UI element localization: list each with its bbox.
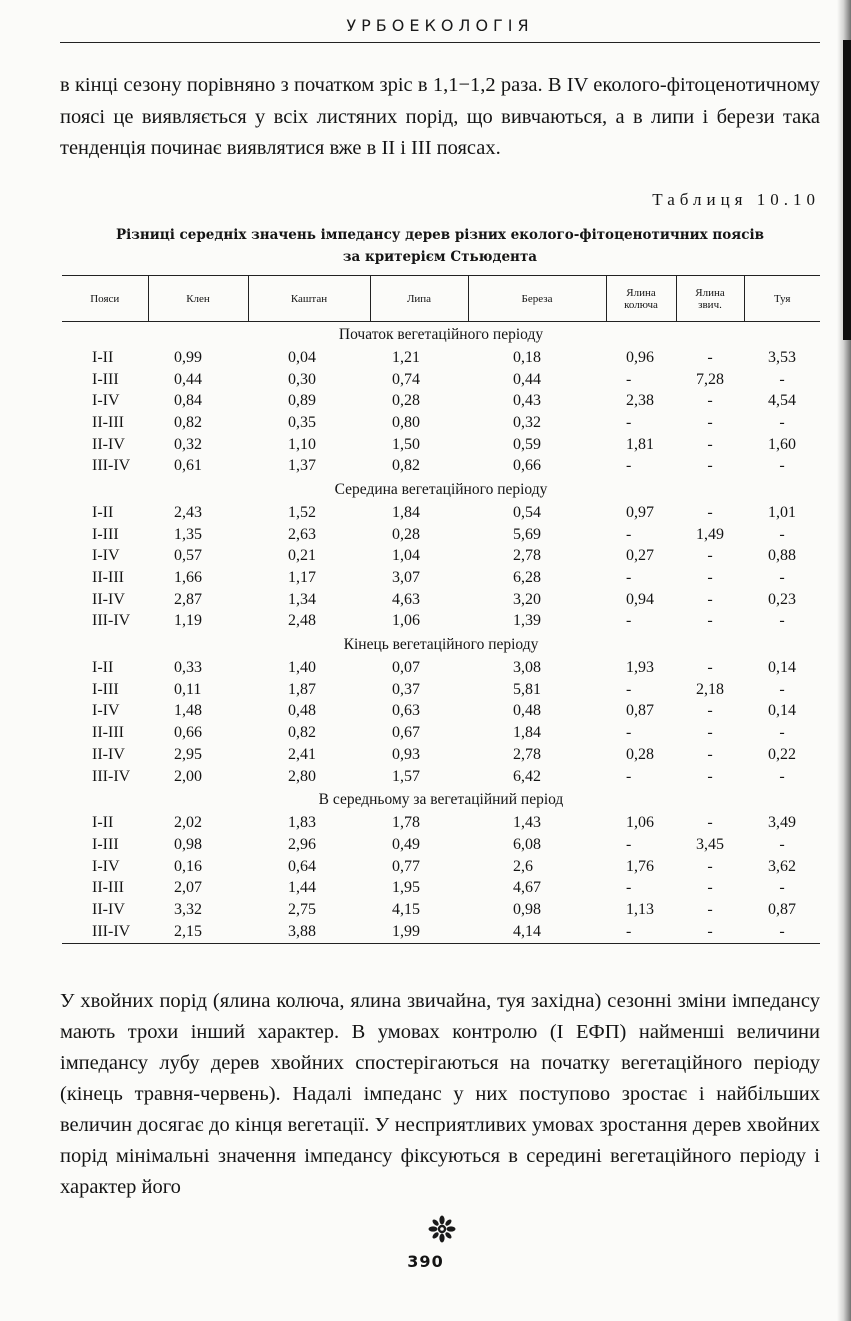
column-header: Клен: [148, 276, 248, 322]
zone-pair-cell: I-II: [92, 814, 114, 832]
chestnut-value-cell: 2,80: [288, 767, 316, 785]
linden-value-cell: 0,82: [392, 457, 420, 475]
birch-value-cell: 2,6: [513, 857, 533, 875]
thuja-value-cell: -: [779, 680, 785, 698]
blue-spruce-value-cell: -: [626, 457, 632, 475]
chestnut-value-cell: 1,87: [288, 680, 316, 698]
thuja-value-cell: 3,53: [768, 348, 796, 366]
linden-value-cell: 4,15: [392, 900, 420, 918]
table-section-row: [62, 632, 820, 657]
linden-value-cell: 1,50: [392, 435, 420, 453]
birch-value-cell: 4,14: [468, 921, 606, 943]
zone-pair-cell: I-III: [92, 835, 119, 853]
norway-spruce-value-cell: -: [707, 724, 713, 742]
norway-spruce-value-cell: 1,49: [696, 525, 724, 543]
maple-value-cell: 0,44: [174, 370, 202, 388]
zone-pair-cell: I-II: [92, 659, 114, 677]
linden-value-cell: 3,07: [392, 569, 420, 587]
chestnut-value-cell: 1,10: [288, 435, 316, 453]
table-row: [62, 701, 820, 723]
blue-spruce-value-cell: 2,38: [626, 392, 654, 410]
birch-value-cell: 4,67: [513, 879, 541, 897]
blue-spruce-value-cell: 0,87: [626, 702, 654, 720]
linden-value-cell: 1,84: [392, 503, 420, 521]
thuja-value-cell: 3,49: [768, 814, 796, 832]
section-title: Середина вегетаційного періоду: [334, 480, 548, 498]
maple-value-cell: 1,19: [174, 612, 202, 630]
zone-pair-cell: II-III: [92, 879, 124, 897]
table-row: [62, 347, 820, 369]
birch-value-cell: 6,08: [513, 835, 541, 853]
section-title: Кінець вегетаційного періоду: [343, 635, 539, 653]
maple-value-cell: 0,57: [174, 547, 202, 565]
column-header: Пояси: [62, 276, 148, 322]
thuja-value-cell: -: [744, 921, 820, 943]
chestnut-value-cell: 0,21: [288, 547, 316, 565]
chestnut-value-cell: 3,88: [248, 921, 370, 943]
zone-pair-cell: II-III: [92, 724, 124, 742]
table-row: [62, 744, 820, 766]
chestnut-value-cell: 0,30: [288, 370, 316, 388]
blue-spruce-value-cell: 1,81: [626, 435, 654, 453]
thuja-value-cell: -: [779, 835, 785, 853]
thumb-index-tab: [843, 40, 851, 340]
maple-value-cell: 3,32: [174, 900, 202, 918]
blue-spruce-value-cell: -: [626, 525, 632, 543]
column-header: Ялина колюча: [606, 276, 676, 322]
birch-value-cell: 6,42: [513, 767, 541, 785]
norway-spruce-value-cell: -: [707, 569, 713, 587]
thuja-value-cell: 0,23: [768, 590, 796, 608]
table-row: [62, 812, 820, 834]
blue-spruce-value-cell: -: [626, 724, 632, 742]
zone-pair-cell: II-IV: [92, 435, 125, 453]
blue-spruce-value-cell: -: [626, 370, 632, 388]
maple-value-cell: 2,15: [148, 921, 248, 943]
birch-value-cell: 0,54: [513, 503, 541, 521]
chestnut-value-cell: 2,41: [288, 745, 316, 763]
thuja-value-cell: -: [779, 767, 785, 785]
table-row: [62, 369, 820, 391]
zone-pair-cell: II-III: [92, 569, 124, 587]
norway-spruce-value-cell: -: [707, 348, 713, 366]
thuja-value-cell: 1,01: [768, 503, 796, 521]
table-row: [62, 524, 820, 546]
floral-ornament-icon: [428, 1215, 456, 1243]
blue-spruce-value-cell: 0,94: [626, 590, 654, 608]
norway-spruce-value-cell: 7,28: [696, 370, 724, 388]
thuja-value-cell: 3,62: [768, 857, 796, 875]
column-header: Липа: [370, 276, 468, 322]
norway-spruce-value-cell: -: [707, 392, 713, 410]
table-row: [62, 434, 820, 456]
linden-value-cell: 0,49: [392, 835, 420, 853]
blue-spruce-value-cell: -: [606, 921, 676, 943]
birch-value-cell: 2,78: [513, 745, 541, 763]
zone-pair-cell: III-IV: [92, 457, 131, 475]
birch-value-cell: 0,43: [513, 392, 541, 410]
norway-spruce-value-cell: -: [707, 435, 713, 453]
maple-value-cell: 1,48: [174, 702, 202, 720]
linden-value-cell: 4,63: [392, 590, 420, 608]
chestnut-value-cell: 1,37: [288, 457, 316, 475]
blue-spruce-value-cell: 1,76: [626, 857, 654, 875]
table-row: [62, 455, 820, 477]
blue-spruce-value-cell: 0,97: [626, 503, 654, 521]
table-caption-line: за критерієм Стьюдента: [342, 249, 538, 265]
linden-value-cell: 0,80: [392, 413, 420, 431]
maple-value-cell: 0,61: [174, 457, 202, 475]
column-header: Береза: [468, 276, 606, 322]
thuja-value-cell: 0,14: [768, 702, 796, 720]
maple-value-cell: 0,98: [174, 835, 202, 853]
norway-spruce-value-cell: 2,18: [696, 680, 724, 698]
table-section-row: [62, 477, 820, 502]
maple-value-cell: 0,99: [174, 348, 202, 366]
linden-value-cell: 1,95: [392, 879, 420, 897]
table-row: [62, 546, 820, 568]
table-header-row: [62, 276, 820, 322]
chestnut-value-cell: 1,44: [288, 879, 316, 897]
blue-spruce-value-cell: 0,27: [626, 547, 654, 565]
chestnut-value-cell: 2,63: [288, 525, 316, 543]
birch-value-cell: 6,28: [513, 569, 541, 587]
zone-pair-cell: I-IV: [92, 702, 120, 720]
table-row: [62, 589, 820, 611]
table-row: [62, 502, 820, 524]
chestnut-value-cell: 0,82: [288, 724, 316, 742]
linden-value-cell: 0,93: [392, 745, 420, 763]
linden-value-cell: 0,28: [392, 392, 420, 410]
table-row: [62, 412, 820, 434]
intro-paragraph: в кінці сезону порівняно з початком зріс в 1,1−1,2 раза. В IV еколого-фітоценотичному поясі це виявляється у всіх листяних порід, що вивчаються, а в липи і берези така тенденція починає виявлятися вже в II і III поясах.: [60, 74, 820, 159]
thuja-value-cell: 0,88: [768, 547, 796, 565]
zone-pair-cell: III-IV: [92, 767, 131, 785]
table-section-row: [62, 322, 820, 348]
norway-spruce-value-cell: -: [707, 857, 713, 875]
maple-value-cell: 0,84: [174, 392, 202, 410]
blue-spruce-value-cell: 0,28: [626, 745, 654, 763]
zone-pair-cell: I-IV: [92, 547, 120, 565]
zone-pair-cell: I-IV: [92, 857, 120, 875]
page-number: 390: [407, 1252, 444, 1271]
birch-value-cell: 1,84: [513, 724, 541, 742]
chestnut-value-cell: 1,83: [288, 814, 316, 832]
birch-value-cell: 3,08: [513, 659, 541, 677]
table-row: [62, 921, 820, 943]
linden-value-cell: 1,78: [392, 814, 420, 832]
blue-spruce-value-cell: 1,06: [626, 814, 654, 832]
maple-value-cell: 2,02: [174, 814, 202, 832]
header-rule: [60, 42, 820, 43]
linden-value-cell: 1,21: [392, 348, 420, 366]
table-number: Таблиця 10.10: [652, 190, 820, 209]
thuja-value-cell: -: [779, 569, 785, 587]
norway-spruce-value-cell: -: [707, 879, 713, 897]
birch-value-cell: 0,48: [513, 702, 541, 720]
zone-pair-cell: II-IV: [92, 900, 125, 918]
thuja-value-cell: -: [779, 525, 785, 543]
thuja-value-cell: -: [779, 413, 785, 431]
impedance-table: [62, 275, 820, 944]
norway-spruce-value-cell: -: [707, 547, 713, 565]
norway-spruce-value-cell: -: [707, 503, 713, 521]
zone-pair-cell: I-III: [92, 680, 119, 698]
thuja-value-cell: -: [779, 457, 785, 475]
thuja-value-cell: 1,60: [768, 435, 796, 453]
linden-value-cell: 0,28: [392, 525, 420, 543]
norway-spruce-value-cell: 3,45: [696, 835, 724, 853]
maple-value-cell: 0,32: [174, 435, 202, 453]
table-section-row: [62, 787, 820, 812]
conclusion-paragraph: У хвойних порід (ялина колюча, ялина звичайна, туя західна) сезонні зміни імпедансу мають трохи інший характер. В умовах контролю (І ЕФП) найменші величини імпедансу лубу дерев хвойних спостерігаються на початку вегетаційного періоду (кінець травня-червень). Надалі імпеданс у них поступово зростає і найбільших величин досягає до кінця вегетації. У несприятливих умовах зростання дерев хвойних порід мінімальні значення імпедансу фіксуються в середині вегетаційного періоду і характер його: [60, 990, 820, 1198]
chestnut-value-cell: 2,96: [288, 835, 316, 853]
zone-pair-cell: I-II: [92, 503, 114, 521]
birch-value-cell: 0,44: [513, 370, 541, 388]
chestnut-value-cell: 1,17: [288, 569, 316, 587]
linden-value-cell: 1,57: [392, 767, 420, 785]
birch-value-cell: 1,39: [513, 612, 541, 630]
birch-value-cell: 0,66: [513, 457, 541, 475]
maple-value-cell: 1,66: [174, 569, 202, 587]
birch-value-cell: 5,81: [513, 680, 541, 698]
blue-spruce-value-cell: -: [626, 767, 632, 785]
maple-value-cell: 0,33: [174, 659, 202, 677]
blue-spruce-value-cell: -: [626, 569, 632, 587]
zone-pair-cell: I-III: [92, 370, 119, 388]
table-row: [62, 611, 820, 633]
chestnut-value-cell: 2,75: [288, 900, 316, 918]
table-row: [62, 834, 820, 856]
zone-pair-cell: I-III: [92, 525, 119, 543]
zone-pair-cell: II-IV: [92, 745, 125, 763]
blue-spruce-value-cell: -: [626, 835, 632, 853]
blue-spruce-value-cell: -: [626, 612, 632, 630]
maple-value-cell: 2,87: [174, 590, 202, 608]
thuja-value-cell: -: [779, 724, 785, 742]
norway-spruce-value-cell: -: [707, 745, 713, 763]
norway-spruce-value-cell: -: [707, 814, 713, 832]
linden-value-cell: 1,06: [392, 612, 420, 630]
norway-spruce-value-cell: -: [707, 767, 713, 785]
norway-spruce-value-cell: -: [707, 900, 713, 918]
thuja-value-cell: 4,54: [768, 392, 796, 410]
section-title: В середньому за вегетаційний період: [318, 790, 564, 808]
chestnut-value-cell: 1,40: [288, 659, 316, 677]
zone-pair-cell: II-IV: [92, 590, 125, 608]
norway-spruce-value-cell: -: [707, 457, 713, 475]
maple-value-cell: 0,11: [174, 680, 202, 698]
maple-value-cell: 2,43: [174, 503, 202, 521]
linden-value-cell: 0,77: [392, 857, 420, 875]
blue-spruce-value-cell: -: [626, 413, 632, 431]
zone-pair-cell: III-IV: [62, 921, 148, 943]
birch-value-cell: 0,98: [513, 900, 541, 918]
linden-value-cell: 1,04: [392, 547, 420, 565]
table-row: [62, 722, 820, 744]
maple-value-cell: 0,16: [174, 857, 202, 875]
linden-value-cell: 0,67: [392, 724, 420, 742]
running-head: УРБОЕКОЛОГІЯ: [346, 16, 534, 35]
norway-spruce-value-cell: -: [707, 702, 713, 720]
norway-spruce-value-cell: -: [707, 590, 713, 608]
zone-pair-cell: I-IV: [92, 392, 120, 410]
thuja-value-cell: 0,14: [768, 659, 796, 677]
blue-spruce-value-cell: -: [626, 680, 632, 698]
blue-spruce-value-cell: 1,13: [626, 900, 654, 918]
table-body: [62, 322, 820, 944]
table-row: [62, 390, 820, 412]
chestnut-value-cell: 0,89: [288, 392, 316, 410]
birch-value-cell: 2,78: [513, 547, 541, 565]
table-row: [62, 899, 820, 921]
blue-spruce-value-cell: -: [626, 879, 632, 897]
maple-value-cell: 0,82: [174, 413, 202, 431]
blue-spruce-value-cell: 1,93: [626, 659, 654, 677]
column-header: Туя: [744, 276, 820, 322]
table-row: [62, 766, 820, 788]
linden-value-cell: 0,07: [392, 659, 420, 677]
norway-spruce-value-cell: -: [676, 921, 744, 943]
maple-value-cell: 2,07: [174, 879, 202, 897]
chestnut-value-cell: 1,52: [288, 503, 316, 521]
chestnut-value-cell: 0,48: [288, 702, 316, 720]
thuja-value-cell: -: [779, 612, 785, 630]
birch-value-cell: 1,43: [513, 814, 541, 832]
chestnut-value-cell: 0,04: [288, 348, 316, 366]
table-caption-line: Різниці середніх значень імпедансу дерев різних еколого-фітоценотичних поясів: [115, 227, 765, 243]
norway-spruce-value-cell: -: [707, 413, 713, 431]
linden-value-cell: 0,74: [392, 370, 420, 388]
maple-value-cell: 2,00: [174, 767, 202, 785]
birch-value-cell: 0,32: [513, 413, 541, 431]
table-row: [62, 877, 820, 899]
linden-value-cell: 0,63: [392, 702, 420, 720]
table-row: [62, 856, 820, 878]
maple-value-cell: 1,35: [174, 525, 202, 543]
birch-value-cell: 3,20: [513, 590, 541, 608]
zone-pair-cell: I-II: [92, 348, 114, 366]
birch-value-cell: 5,69: [513, 525, 541, 543]
norway-spruce-value-cell: -: [707, 612, 713, 630]
birch-value-cell: 0,59: [513, 435, 541, 453]
chestnut-value-cell: 0,35: [288, 413, 316, 431]
thuja-value-cell: 0,22: [768, 745, 796, 763]
norway-spruce-value-cell: -: [707, 659, 713, 677]
thuja-value-cell: 0,87: [768, 900, 796, 918]
column-header: Каштан: [248, 276, 370, 322]
thuja-value-cell: -: [779, 879, 785, 897]
maple-value-cell: 2,95: [174, 745, 202, 763]
data-table-container: [62, 275, 820, 944]
chestnut-value-cell: 2,48: [288, 612, 316, 630]
linden-value-cell: 0,37: [392, 680, 420, 698]
chestnut-value-cell: 0,64: [288, 857, 316, 875]
blue-spruce-value-cell: 0,96: [626, 348, 654, 366]
zone-pair-cell: II-III: [92, 413, 124, 431]
section-title: Початок вегетаційного періоду: [338, 325, 544, 343]
maple-value-cell: 0,66: [174, 724, 202, 742]
chestnut-value-cell: 1,34: [288, 590, 316, 608]
table-row: [62, 567, 820, 589]
thuja-value-cell: -: [779, 370, 785, 388]
table-row: [62, 657, 820, 679]
column-header: Ялина звич.: [676, 276, 744, 322]
zone-pair-cell: III-IV: [92, 612, 131, 630]
linden-value-cell: 1,99: [370, 921, 468, 943]
birch-value-cell: 0,18: [513, 348, 541, 366]
table-caption: [60, 224, 820, 268]
table-row: [62, 679, 820, 701]
